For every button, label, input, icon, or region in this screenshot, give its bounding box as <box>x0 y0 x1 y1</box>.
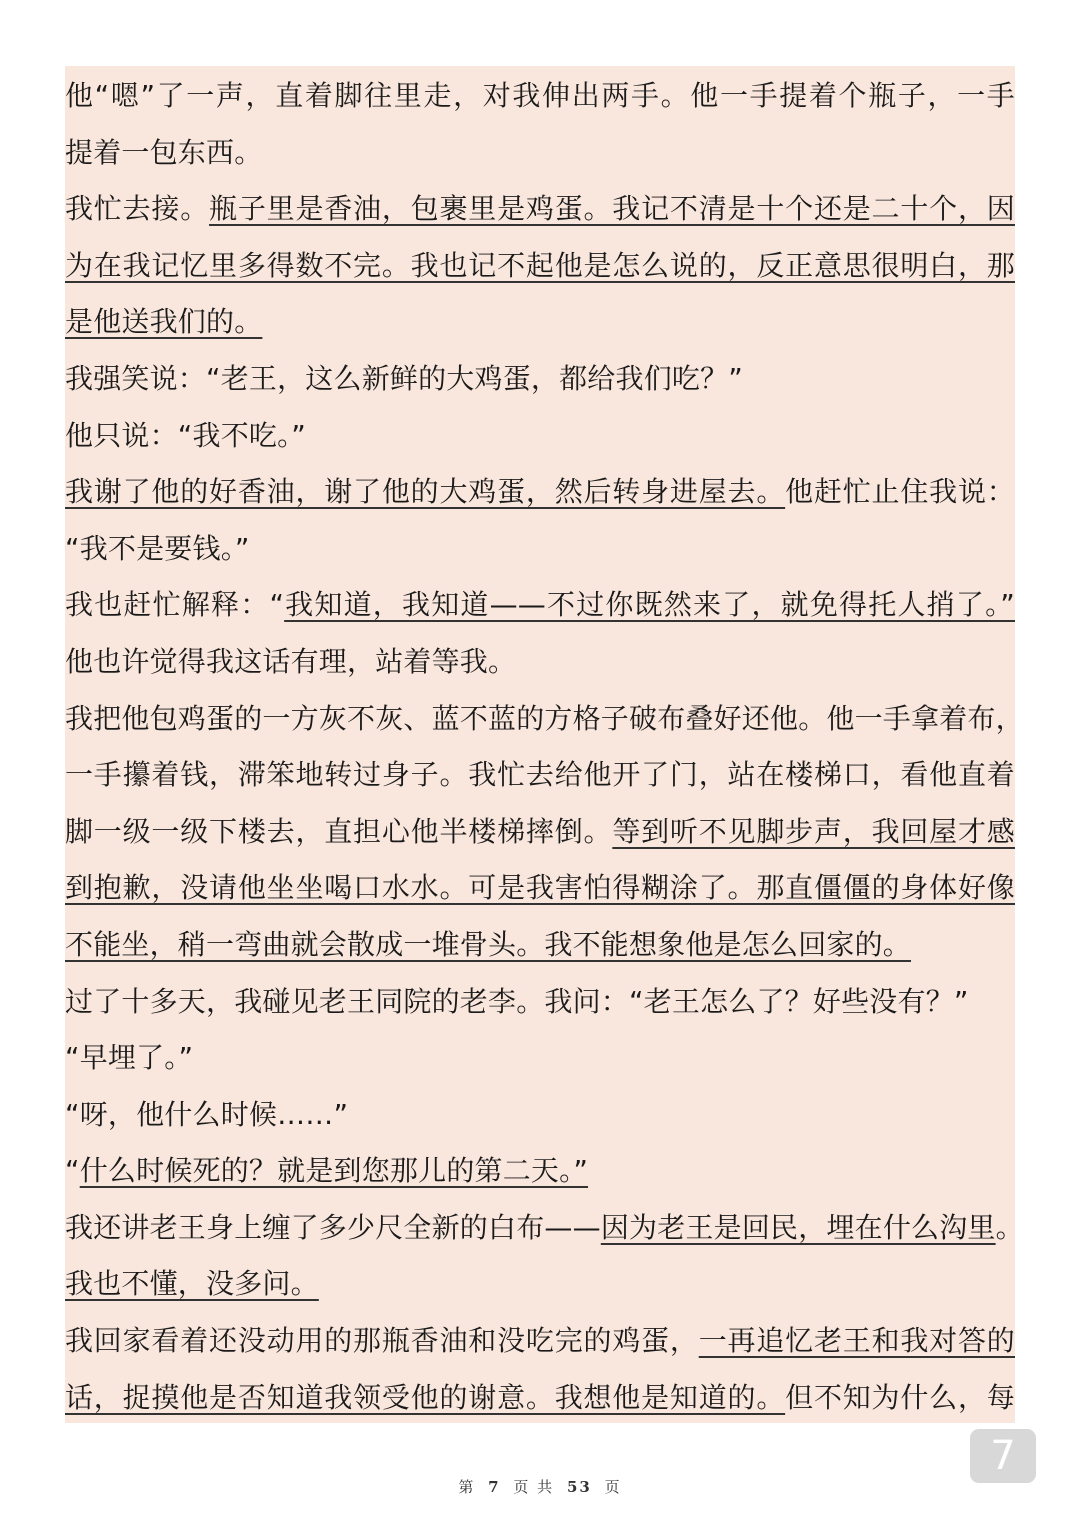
text-segment: 他只说：“我不吃。” <box>65 418 307 452</box>
text-line <box>65 1256 1015 1313</box>
page-text-block <box>65 66 1024 1423</box>
underlined-text: 不能坐，稍一弯曲就会散成一堆骨头。我不能想象他是怎么回家的。 <box>65 927 912 961</box>
text-segment: 我也赶忙解释：“ <box>65 588 285 622</box>
text-line <box>65 521 1015 578</box>
footer-suffix: 页 <box>604 1478 622 1496</box>
text-segment: 我强笑说：“老王，这么新鲜的大鸡蛋，都给我们吃？” <box>65 361 744 395</box>
text-segment: “早埋了。” <box>65 1041 194 1075</box>
text-segment: 过了十多天，我碰见老王同院的老李。我问：“老王怎么了？好些没有？” <box>65 984 969 1018</box>
text-line <box>65 1087 1015 1144</box>
text-line <box>65 804 1015 861</box>
text-segment: “我不是要钱。” <box>65 531 250 565</box>
text-segment: 我回家看着还没动用的那瓶香油和没吃完的鸡蛋， <box>65 1324 699 1358</box>
text-line <box>65 747 1015 804</box>
text-line <box>65 974 1015 1031</box>
text-line <box>65 238 1015 295</box>
text-line <box>65 408 1015 465</box>
underlined-text: 瓶子里是香油，包裹里是鸡蛋。我记不清是十个还是二十个，因 <box>209 192 1015 226</box>
underlined-text: 到抱歉，没请他坐坐喝口水水。可是我害怕得糊涂了。那直僵僵的身体好像 <box>65 871 1015 905</box>
underlined-text: 等到听不见脚步声，我回屋才感 <box>612 814 1015 848</box>
text-lines <box>65 68 1024 1426</box>
text-line <box>65 181 1015 238</box>
text-segment: “ <box>65 1154 80 1188</box>
text-line <box>65 1030 1015 1087</box>
underlined-text: 我谢了他的好香油，谢了他的大鸡蛋，然后转身进屋去。 <box>65 475 786 509</box>
page-footer <box>0 1476 1080 1497</box>
underlined-text: 一再追忆老王和我对答的 <box>698 1324 1015 1358</box>
footer-current-page: 7 <box>488 1478 501 1496</box>
text-line <box>65 294 1015 351</box>
text-segment: 我忙去接。 <box>65 192 210 226</box>
text-line <box>65 634 1015 691</box>
text-segment: 他“嗯”了一声，直着脚往里走，对我伸出两手。他一手提着个瓶子，一手 <box>65 79 1015 112</box>
text-line <box>65 577 1015 634</box>
footer-prefix: 第 <box>458 1478 476 1496</box>
underlined-text: 话，捉摸他是否知道我领受他的谢意。我想他是知道的。 <box>65 1380 786 1414</box>
text-line <box>65 1143 1015 1200</box>
text-line <box>65 351 1015 408</box>
text-line <box>65 1313 1015 1370</box>
text-segment: 一手攥着钱，滞笨地转过身子。我忙去给他开了门，站在楼梯口，看他直着 <box>65 758 1015 792</box>
text-line <box>65 860 1015 917</box>
text-line <box>65 125 1015 182</box>
underlined-text: 我知道，我知道——不过你既然来了，就免得托人捎了。” <box>284 588 1015 622</box>
text-line <box>65 917 1015 974</box>
page-number-badge: 7 <box>970 1429 1036 1483</box>
text-line <box>65 68 1015 125</box>
underlined-text: 什么时候死的？就是到您那儿的第二天。” <box>79 1154 589 1188</box>
text-segment: 他也许觉得我这话有理，站着等我。 <box>65 644 517 678</box>
text-line <box>65 1200 1024 1257</box>
text-segment: 我把他包鸡蛋的一方灰不灰、蓝不蓝的方格子破布叠好还他。他一手拿着布， <box>65 701 1024 735</box>
text-segment: “呀，他什么时候……” <box>65 1097 349 1131</box>
text-segment: 我还讲老王身上缠了多少尺全新的白布—— <box>65 1210 601 1244</box>
text-segment: 。 <box>995 1210 1024 1244</box>
text-segment: 提着一包东西。 <box>65 135 263 169</box>
text-line <box>65 464 1015 521</box>
footer-total-pages: 53 <box>566 1478 592 1496</box>
footer-middle: 页 共 <box>513 1478 555 1496</box>
underlined-text: 因为老王是回民，埋在什么沟里 <box>600 1210 996 1244</box>
underlined-text: 为在我记忆里多得数不完。我也记不起他是怎么说的，反正意思很明白，那 <box>65 248 1015 282</box>
text-line <box>65 1370 1015 1427</box>
text-segment: 他赶忙止住我说： <box>785 475 1015 509</box>
text-segment: 脚一级一级下楼去，直担心他半楼梯摔倒。 <box>65 814 613 848</box>
underlined-text: 我也不懂，没多问。 <box>65 1267 319 1301</box>
text-segment: 但不知为什么，每 <box>785 1380 1015 1414</box>
text-line <box>65 691 1024 748</box>
underlined-text: 是他送我们的。 <box>65 305 263 339</box>
